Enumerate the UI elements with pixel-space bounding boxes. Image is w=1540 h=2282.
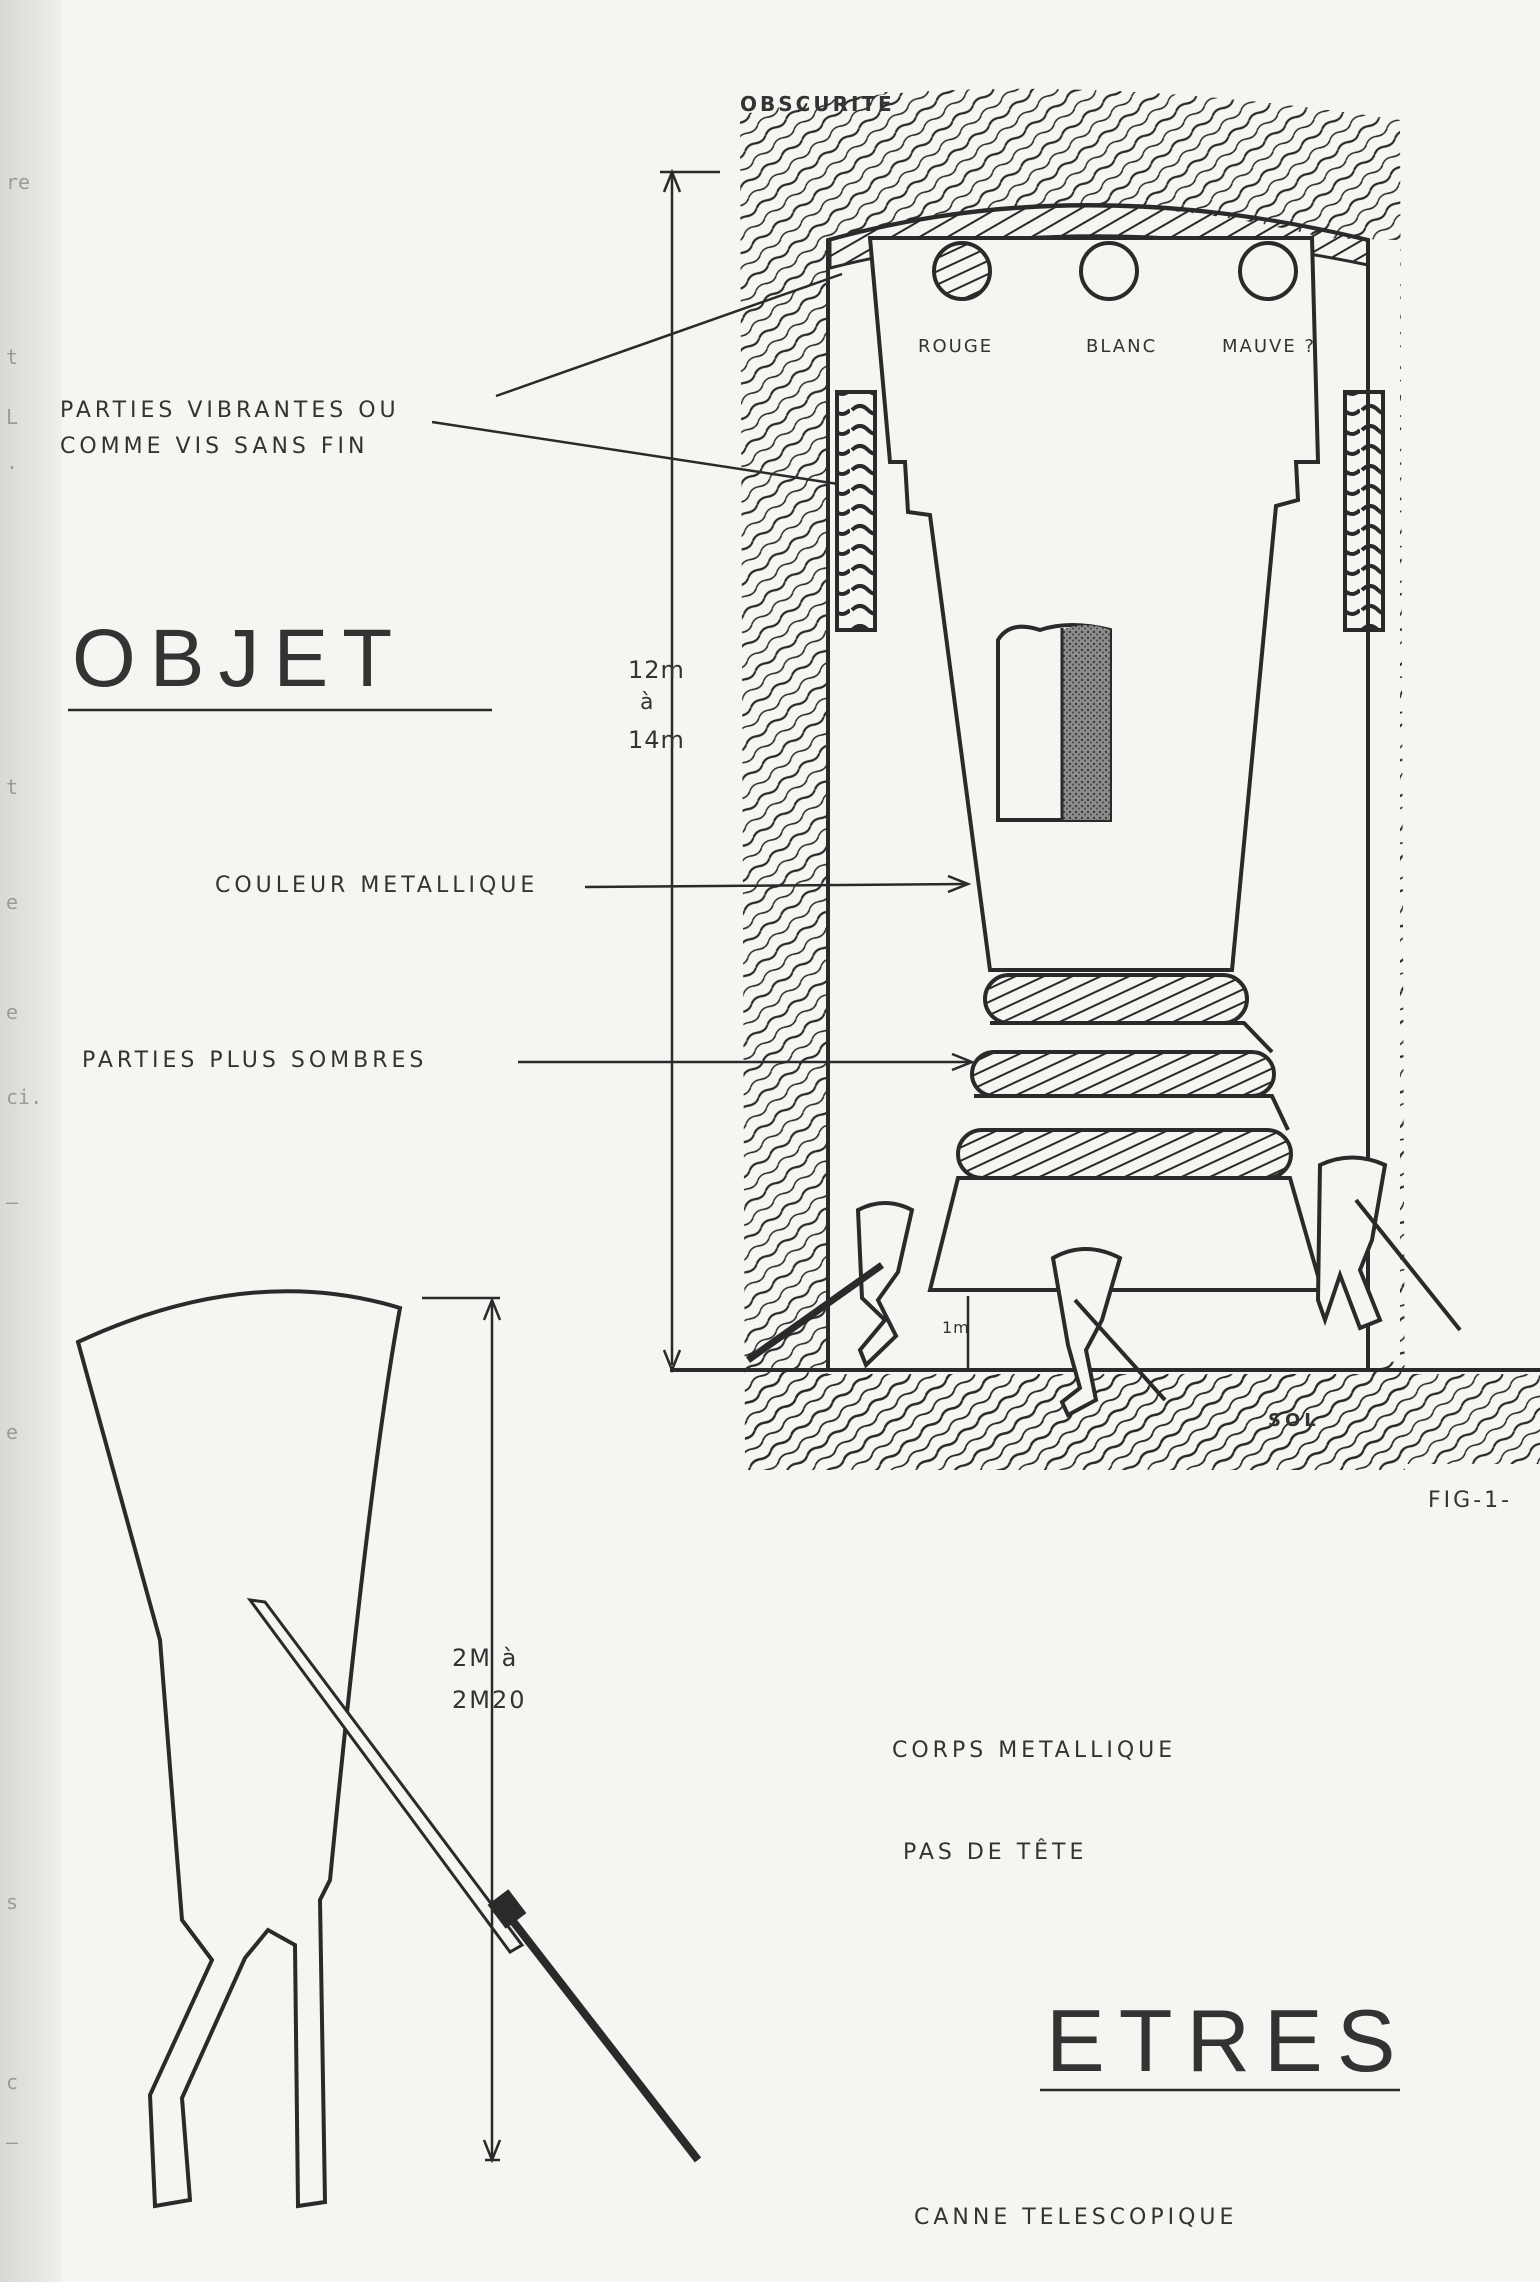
label-fig: FIG-1- — [1428, 1488, 1513, 1513]
dark-ring-2 — [972, 1052, 1274, 1096]
label-couleur: COULEUR METALLIQUE — [215, 873, 539, 898]
label-pas-de-tete: PAS DE TÊTE — [903, 1840, 1088, 1865]
margin-char: — — [6, 2130, 19, 2154]
big-being — [78, 1291, 400, 2206]
door-open-half — [1062, 625, 1110, 820]
label-being-height-2: 2M20 — [452, 1686, 527, 1714]
label-sol: SOL — [1268, 1410, 1320, 1431]
margin-char: s — [6, 1890, 19, 1914]
label-height-bottom: 14m — [628, 726, 685, 754]
label-one-m: 1m — [942, 1318, 970, 1337]
margin-char: — — [6, 1190, 19, 1214]
dark-ring-3 — [958, 1130, 1291, 1178]
margin-char: ci. — [6, 1085, 43, 1109]
margin-char: L — [6, 405, 19, 429]
margin-char: . — [6, 450, 19, 474]
small-being-right — [1318, 1158, 1385, 1329]
cane-lower — [512, 1920, 698, 2160]
label-parties-vibrantes-2: COMME VIS SANS FIN — [60, 434, 369, 459]
label-mauve: MAUVE ? — [1222, 336, 1316, 357]
vibrating-part-left — [837, 392, 875, 630]
label-being-height-1: 2M à — [452, 1644, 519, 1672]
dark-ring-1 — [985, 975, 1247, 1023]
label-rouge: ROUGE — [918, 336, 994, 357]
margin-char: re — [6, 170, 31, 194]
label-height-mid: à — [640, 690, 655, 715]
label-height-top: 12m — [628, 656, 685, 684]
label-parties-vibrantes-1: PARTIES VIBRANTES OU — [60, 398, 400, 423]
vibrating-part-right — [1345, 392, 1383, 630]
margin-char: e — [6, 890, 19, 914]
label-blanc: BLANC — [1086, 336, 1158, 357]
label-parties-sombres: PARTIES PLUS SOMBRES — [82, 1048, 428, 1073]
margin-char: e — [6, 1000, 19, 1024]
label-obscurite: OBSCURITÉ — [740, 92, 895, 116]
title-etres: ETRES — [1046, 1991, 1410, 2090]
margin-char: t — [6, 775, 19, 799]
window-rouge — [934, 243, 990, 299]
leader-couleur — [585, 884, 966, 887]
margin-char: t — [6, 345, 19, 369]
ground-hatching — [745, 1374, 1540, 1464]
label-corps: CORPS METALLIQUE — [892, 1738, 1177, 1763]
label-canne: CANNE TELESCOPIQUE — [914, 2205, 1238, 2230]
margin-char: c — [6, 2070, 19, 2094]
small-being-left — [858, 1203, 912, 1365]
margin-char: e — [6, 1420, 19, 1444]
title-objet: OBJET — [72, 613, 407, 704]
